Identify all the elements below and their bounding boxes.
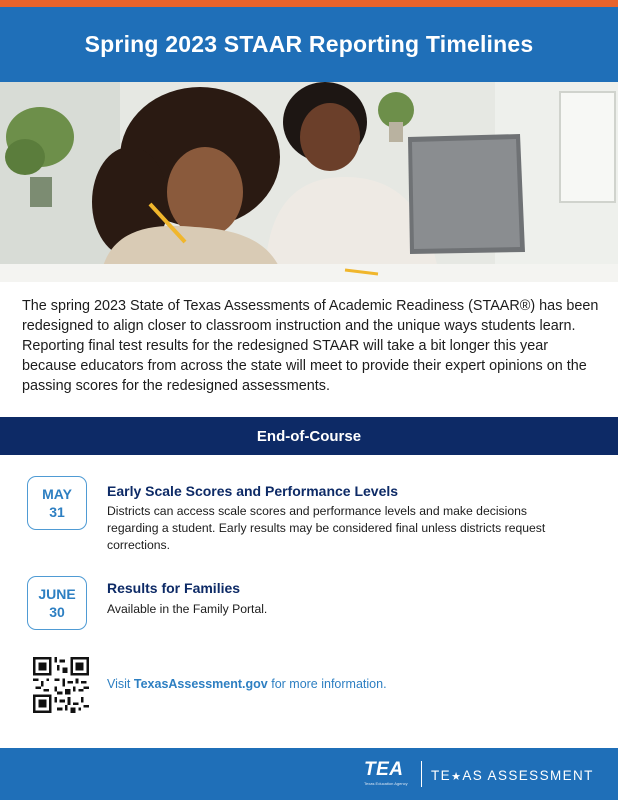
visit-suffix: for more information. [267, 677, 387, 691]
section-title: End-of-Course [256, 427, 362, 445]
date-badge-june-30 [27, 576, 87, 630]
visit-line [107, 677, 387, 691]
section-header-bar [0, 417, 618, 455]
header-banner [0, 7, 618, 82]
event-description-early-scores: Districts can access scale scores and performance levels and make decisions regarding a student. Early results may be considered final unless districts request corrections. [107, 504, 546, 552]
brand-text-part1: TE [431, 768, 452, 783]
event-description-results-families: Available in the Family Portal. [107, 602, 268, 616]
laptop [408, 134, 525, 254]
date-day: 30 [49, 604, 65, 620]
date-badge-may-31 [27, 476, 87, 530]
brand-text-part2: AS ASSESSMENT [462, 768, 594, 783]
date-day: 31 [49, 504, 65, 520]
page-title: Spring 2023 STAAR Reporting Timelines [84, 31, 534, 57]
star-icon: ★ [451, 771, 463, 783]
tea-logo-subtitle: Texas Education Agency [364, 781, 408, 786]
footer-divider [421, 761, 422, 787]
hero-photo [0, 82, 618, 282]
website-link[interactable]: TexasAssessment.gov [133, 677, 268, 691]
tea-logo: TEA [364, 759, 404, 780]
intro-paragraph: The spring 2023 State of Texas Assessments of Academic Readiness (STAAR®) has been redesigned to align closer to classroom instruction and the unique ways students learn. Reporting final test results for the redesigned STAAR will take a bit longer this year because educators from across the state will meet to provide their expert opinions on the passing scores for the redesigned assessments. [22, 298, 599, 394]
visit-prefix: Visit [107, 677, 134, 691]
date-month: MAY [42, 486, 72, 502]
texas-assessment-logo [431, 768, 594, 783]
event-title-results-families: Results for Families [107, 580, 241, 596]
date-month: JUNE [38, 586, 76, 602]
qr-code[interactable] [33, 657, 89, 713]
event-title-early-scores: Early Scale Scores and Performance Levels [107, 483, 399, 499]
top-accent-stripe [0, 0, 618, 7]
